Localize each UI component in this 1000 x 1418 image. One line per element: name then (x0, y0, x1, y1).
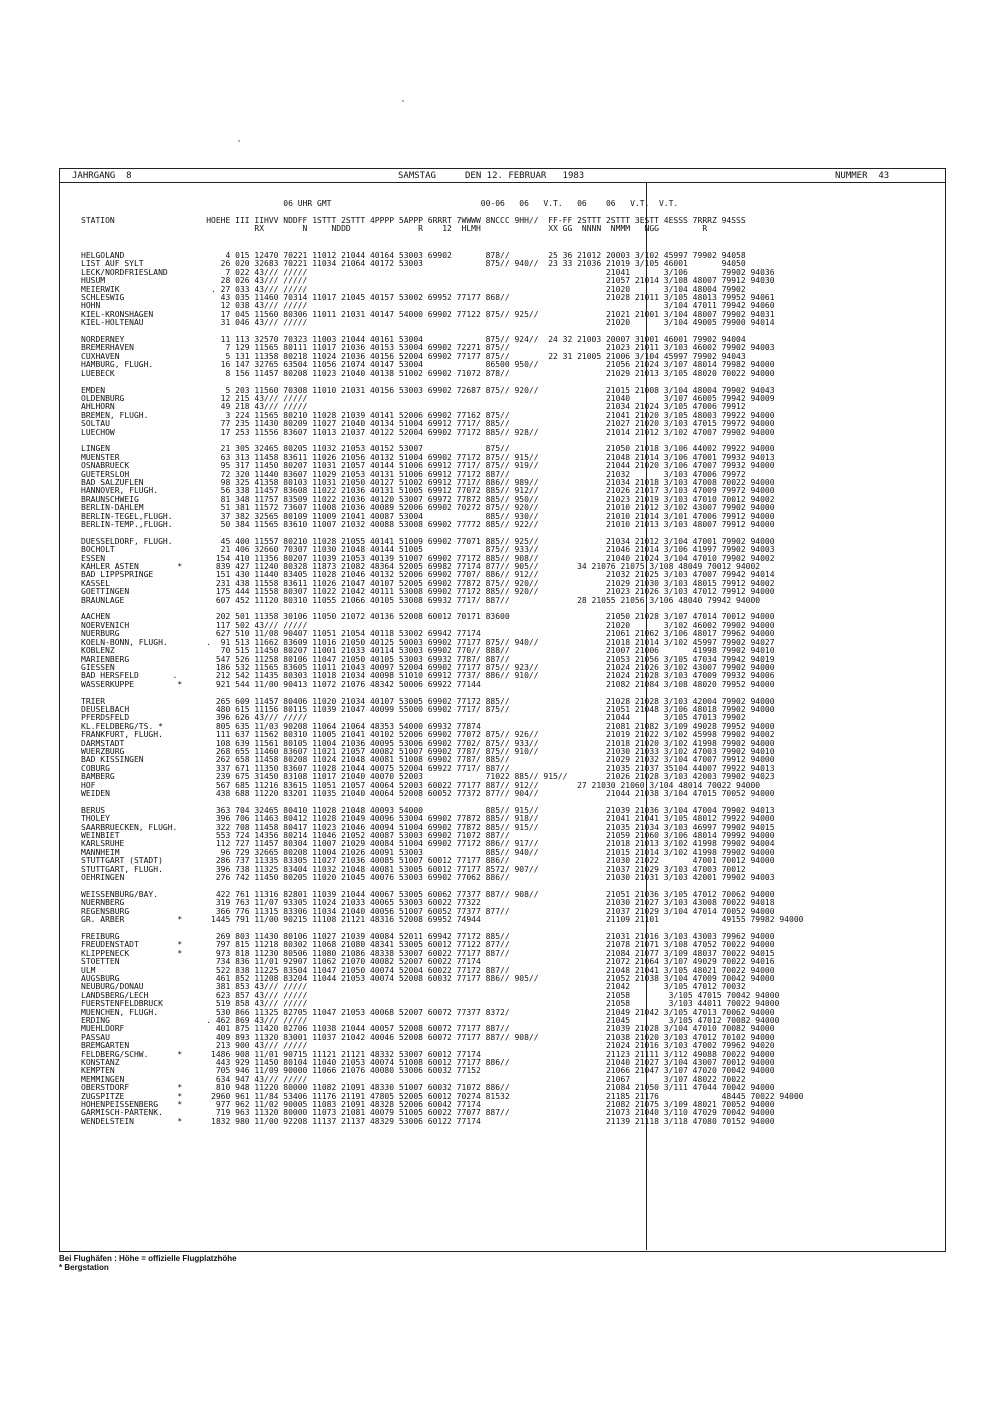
footnotes (59, 1254, 237, 1272)
scan-speck (402, 100, 404, 102)
scan-speck (238, 140, 240, 142)
footnote-mountain-station: * Bergstation (59, 1263, 109, 1272)
footnote-airport-height: Bei Flughäfen : Höhe = offizielle Flugplatzhöhe (59, 1254, 237, 1263)
weather-report-sheet (59, 168, 946, 1252)
observation-table: HELGOLAND 4 015 12470 70221 11012 21044 40164 53003 69902 878// 25 36 21012 20003 3/102 45997 79902 94058 LIST AUF SYLT 26 020 32683 70221 11034 21064 40172 53003 875// 940// 23 33 21036 21019 3/105 46001 94050 LECK/NORDFRIESLAND 7 022 43/// ///// 21041 3/106 79902 94036 HUSUM 28 026 43/// ///// 21057 21014 3/108 48007 79912 94030 MEIERWIK . 27 033 43/// ///// 21020 3/104 48004 79902 SCHLESWIG 43 035 11460 70314 11017 21045 40157 53002 69952 77177 868// 21028 21011 3/105 48013 79952 94061 HOHN 12 038 43/// ///// 3/104 47011 79942 94060 KIEL-KRONSHAGEN 17 045 11560 80306 11011 21031 40147 54000 69902 77122 875// 925// 21021 21001 3/104 48007 79902 94031 KIEL-HOLTENAU 31 046 43/// ///// 21020 3/104 49005 79900 94014 NORDERNEY 11 113 32570 70323 11003 21044 40161 53004 875// 924// 24 32 21003 20007 31001 46001 79902 94004 BREMERHAVEN 7 129 11565 80111 11017 21036 40153 53004 69902 72271 875// 21023 21011 3/103 46002 79902 94003 CUXHAVEN 5 131 11358 80218 11024 21036 40156 52004 69902 77177 875// 22 31 21005 21006 3/104 45997 79902 94043 HAMBURG, FLUGH. 16 147 32765 63504 11056 21074 40147 53004 86500 950// 21056 21024 3/107 48014 79982 94000 LUEBECK 8 156 11457 80208 11023 21040 40138 51002 69902 71072 878// 21029 21013 3/105 48020 70022 94000 EMDEN 5 203 11560 70308 11010 21031 40156 53003 69902 72687 875// 920// 21015 21008 3/104 48004 79902 94043 OLDENBURG 12 215 43/// ///// 21040 3/107 46005 79942 94009 AHLHORN 49 218 43/// ///// 21034 21024 3/105 47006 79912 BREMEN, FLUGH. 3 224 11565 80210 11028 21039 40141 52006 69902 77162 875// 21041 21020 3/105 48003 79922 94000 SOLTAU 77 235 11430 80209 11027 21040 40134 51004 69912 7717/ 885// 21027 21020 3/103 47015 79972 94000 LUECHOW 17 253 11556 83607 11013 21037 40122 52004 69902 77172 885// 928// 21014 21012 3/102 47007 79902 94000 LINGEN 21 305 32465 80205 11032 21053 40152 53007 875// 21050 21018 3/106 44002 79922 94000 MUENSTER 63 313 11458 83611 11026 21056 40132 51004 69902 77172 875// 915// 21048 21014 3/106 47001 79932 94013 OSNABRUECK 95 317 11450 80207 11031 21057 40144 51006 69912 7717/ 875// 919// 21044 21020 3/106 47007 79932 94000 GUETERSLOH 72 320 11440 83607 11029 21053 40131 51006 69912 77172 887// 21032 3/103 47006 79972 BAD SALZUFLEN 98 325 41358 80103 11031 21050 40127 51002 69912 7717/ 886// 989// 21034 21018 3/103 47008 70022 94000 HANNOVER, FLUGH. 56 338 11457 83608 11022 21036 40131 51005 69912 77072 885// 912// 21026 21017 3/103 47009 79972 94000 BRAUNSCHWEIG 81 348 11757 83509 11022 21036 40120 53007 69972 77872 885// 950// 21023 21019 3/103 47010 70012 94002 BERLIN-DAHLEM 51 381 11572 73607 11008 21036 40089 52006 69902 70272 875// 920// 21010 21012 3/102 43007 79902 94000 BERLIN-TEGEL,FLUGH. 37 382 32565 80109 11009 21041 40087 53004 885// 930// 21010 21014 3/101 47006 79912 94000 BERLIN-TEMP.,FLUGH. 50 384 11565 83610 11007 21032 40088 53008 69902 77772 885// 922// 21010 21013 3/103 48007 79912 94000 DUESSELDORF, FLUGH. 45 400 11557 80210 11028 21055 40141 51009 69902 77071 885// 925// 21034 21012 3/104 47001 79902 94000 BOCHOLT 21 406 32660 70307 11030 21048 40144 51005 875// 933// 21046 21014 3/106 41997 79902 94003 ESSEN 154 410 11356 80207 11039 21053 40139 51007 69902 77172 885// 908// 21040 21024 3/104 47010 79902 94002 KAHLER ASTEN * 839 427 11240 80328 11873 21082 48364 52005 69982 77174 877// 905// 34 21076 21075 3/108 48049 70012 94002 BAD LIPPSPRINGE 151 430 11440 83405 11028 21046 40132 52006 69902 7707/ 886// 912// 21032 21025 3/103 47007 79942 94014 KASSEL 231 438 11558 83611 11026 21047 40107 52005 69902 77872 875// 920// 21029 21030 3/103 48015 79912 94002 GOETTINGEN 175 444 11558 80307 11022 21042 40111 53008 69902 77172 885// 920// 21023 21026 3/103 47012 79912 94000 BRAUNLAGE 607 452 11120 80310 11055 21066 40105 53008 69932 7717/ 887// 28 21055 21056 3/106 48040 79942 94000 AACHEN 202 501 11358 30106 11050 21072 40136 52008 60012 70171 83600 21050 21028 3/107 47014 70012 94000 NOERVENICH 117 502 43/// ///// 21020 3/102 46002 79902 94000 NUERBURG 627 510 11/08 90407 11051 21054 40118 53002 69942 77174 21061 21062 3/106 48017 79962 94000 KOELN-BONN, FLUGH. . 91 513 11662 83609 11016 21050 40125 50003 69902 77177 875// 940// 21018 21014 3/102 45997 79902 94027 KOBLENZ 70 515 11450 80207 11001 21033 40114 53003 69902 770// 888// 21007 21006 41998 79902 94010 MARIENBERG 547 526 11258 80106 11047 21050 40105 53003 69932 7787/ 887// 21053 21056 3/105 47034 79942 94019 GIESSEN 186 532 11565 83605 11011 21043 40097 52004 69902 77177 875// 923// 21024 21026 3/102 43007 79902 94000 BAD HERSFELD . 212 542 11435 80303 11018 21034 40098 51010 69912 7737/ 886// 910// 21024 21028 3/103 47009 79932 94006 WASSERKUPPE * 921 544 11/00 90413 11072 21076 48342 50006 69922 77144 21082 21084 3/108 48020 79952 94000 TRIER 265 609 11457 80406 11020 21034 40107 53005 69902 77172 885// 21028 21028 3/103 42004 79902 94000 DEUSELBACH 480 615 11156 80115 11039 21047 40099 55000 69902 7717/ 875// 21051 21048 3/106 48018 79902 94000 PFERDSFELD 396 626 43/// ///// 21044 3/105 47013 79902 KL.FELDBERG/TS. * 805 635 11/03 90208 11064 21064 48353 54000 69932 77874 21081 21082 3/109 49028 79952 94000 FRANKFURT, FLUGH. 111 637 11562 80310 11005 21041 40102 52006 69902 77072 875// 926// 21019 21022 3/102 45998 79902 94002 DARMSTADT 108 639 11561 80105 11004 21036 40095 53006 69902 7702/ 875// 933// 21018 21020 3/102 41998 79902 94000 WUERZBURG 268 655 11460 83607 11021 21057 40082 51007 69902 7787/ 875// 910// 21030 21033 3/102 47003 79902 94010 BAD KISSINGEN 262 658 11458 80208 11024 21048 40081 51008 69902 7787/ 885// 21029 21032 3/104 47007 79912 94000 COBURG 337 671 11350 83607 11028 21044 40075 52004 69922 7717/ 887// 21035 21037 35104 44007 79922 94013 BAMBERG 239 675 31450 83108 11017 21040 40070 52003 71022 885// 915// 21026 21028 3/103 42003 79902 94023 HOF 567 685 11216 83615 11051 21057 40064 52003 60022 77177 887// 912// 27 21030 21060 3/104 48014 70022 94000 WEIDEN 438 688 11220 83201 11035 21040 40064 52008 60052 77372 877// 904// 21044 21038 3/104 47015 70052 94000 BERUS 363 704 32465 80410 11028 21048 40093 54000 885// 915// 21039 21036 3/104 47004 79902 94013 THOLEY 396 706 11463 80412 11028 21049 40096 53004 69902 77872 885// 918// 21041 21041 3/105 48012 79922 94000 SAARBRUECKEN, FLUGH. 322 708 11458 80417 11023 21046 40094 51004 69902 77872 885// 915// 21035 21034 3/103 46997 79902 94015 WEINBIET 553 724 14356 80214 11046 21052 40087 53003 69902 71072 887// 21059 21060 3/106 48014 79992 94000 KARLSRUHE 112 727 11457 80304 11007 21029 40084 51004 69902 77172 886// 917// 21018 21013 3/102 41998 79902 94004 MANNHEIM 96 729 32665 80208 11004 21026 40091 53003 885// 940// 21015 21014 3/102 41998 79902 94000 STUTTGART (STADT) 286 737 11335 83305 11027 21036 40085 51007 60012 77177 886// 21030 21022 47001 70012 94000 STUTTGART, FLUGH. 396 738 11325 83404 11032 21048 40081 53005 60012 77177 8572/ 907// 21037 21029 3/103 47003 70012 OEHRINGEN 276 742 11450 80205 11020 21045 40076 53003 69902 77062 886// 21030 21031 3/103 42001 79902 94003 WEISSENBURG/BAY. 422 761 11316 82801 11039 21044 40067 53005 60062 77377 887// 908// 21051 21036 3/105 47012 70062 94000 NUERNBERG 319 763 11/07 93305 11024 21033 40065 53003 60022 77322 21030 21027 3/103 43008 70022 94018 REGENSBURG 366 776 11315 83306 11034 21040 40056 51007 60052 77377 877// 21037 21029 3/104 47014 70052 94000 GR. ARBER * 1445 791 11/00 90215 11108 21121 48316 52008 69952 74944 21109 21101 49155 79982 94000 FREIBURG 269 803 11430 80106 11027 21039 40084 52011 69942 77172 885// 21031 21016 3/103 43003 79962 94000 FREUDENSTADT * 797 815 11218 80302 11068 21080 48341 53005 60012 77122 877// 21078 21071 3/108 47052 70022 94000 KLIPPENECK * 973 818 11230 80506 11080 21086 48338 53007 60022 77177 887// 21084 21077 3/109 48037 70022 94015 STOETTEN 734 836 11/01 92907 11062 21070 40082 52007 60022 77174 21072 21064 3/107 49029 70022 94016 ULM 522 838 11225 83504 11047 21050 40074 52004 60022 77172 887// 21048 21041 3/105 48021 70022 94000 AUGSBURG 461 852 11208 83204 11044 21053 40074 52008 60032 77177 886// 905// 21052 21038 3/104 47009 70042 94000 NEUBURG/DONAU 381 853 43/// ///// 21042 3/105 47012 70032 LANDSBERG/LECH 623 857 43/// ///// 21058 3/105 47015 70042 94000 FUERSTENFELDBRUCK 519 858 43/// ///// 21058 3/103 44011 70022 94000 MUENCHEN, FLUGH. 530 866 11325 82705 11047 21053 40068 52007 60072 77377 8372/ 21049 21042 3/105 47013 70062 94000 ERDING . 462 869 43/// ///// 21045 3/105 47012 70082 94000 MUEHLDORF 401 875 11420 82706 11038 21044 40057 52008 60072 77177 887// 21039 21028 3/104 47010 70082 94000 PASSAU 409 893 11320 83001 11037 21042 40046 52008 60072 77177 887// 908// 21038 21020 3/103 47012 70102 94000 BREMGARTEN 213 900 43/// ///// 21024 21016 3/103 47002 79962 94020 FELDBERG/SCHW. * 1486 908 11/01 90715 11121 21121 48332 53007 60012 77174 21123 21111 3/112 49088 70022 94000 KONSTANZ 443 929 11450 80104 11040 21053 40074 51008 60012 77177 886// 21040 21027 3/104 43007 70012 94000 KEMPTEN 705 946 11/09 90000 11066 21076 40080 53006 60032 77152 21066 21047 3/107 47020 70042 94000 MEMMINGEN 634 947 43/// ///// 21067 3/107 48022 70022 OBERSTDORF * 810 948 11220 80000 11082 21091 48330 51007 60032 71072 886// 21084 21050 3/111 47044 70042 94000 ZUGSPITZE * 2960 961 11/84 53406 11176 21191 47805 52005 60012 70274 81532 21185 21176 48445 70022 94000 HOHENPEISSENBERG * 977 962 11/02 90005 11083 21091 48328 52006 60042 77174 21082 21075 3/109 48021 70052 94000 GARMISCH-PARTENK. 719 963 11320 80000 11073 21081 40079 51005 60022 77077 887// 21073 21040 3/110 47029 70042 94000 WENDELSTEIN * 1832 980 11/00 92208 11137 21137 48329 53006 60122 77174 21139 21118 3/118 47080 70152 94000 (81, 251, 804, 1126)
date-label: DEN 12. FEBRUAR 1983 (465, 171, 585, 181)
header-band (60, 169, 945, 183)
nummer-label: NUMMER 43 (835, 171, 890, 181)
day-label: SAMSTAG (398, 171, 436, 181)
jahrgang-label: JAHRGANG 8 (72, 171, 132, 181)
table-header: 06 UHR GMT 00-06 06 V.T. 06 06 V.T. V.T. STATION HOEHE III IIHVV NDDFF 1STTT 2STTT 4PPPP 5APPP 6RRRT 7WWWW 8NCCC 9HH// FF-FF 2STTT 2STTT 3ESTT 4ESSS 7RRRZ 94SSS RX N NDDD R 12 HLMH XX GG NNNN NMMM NGG R (81, 199, 746, 234)
